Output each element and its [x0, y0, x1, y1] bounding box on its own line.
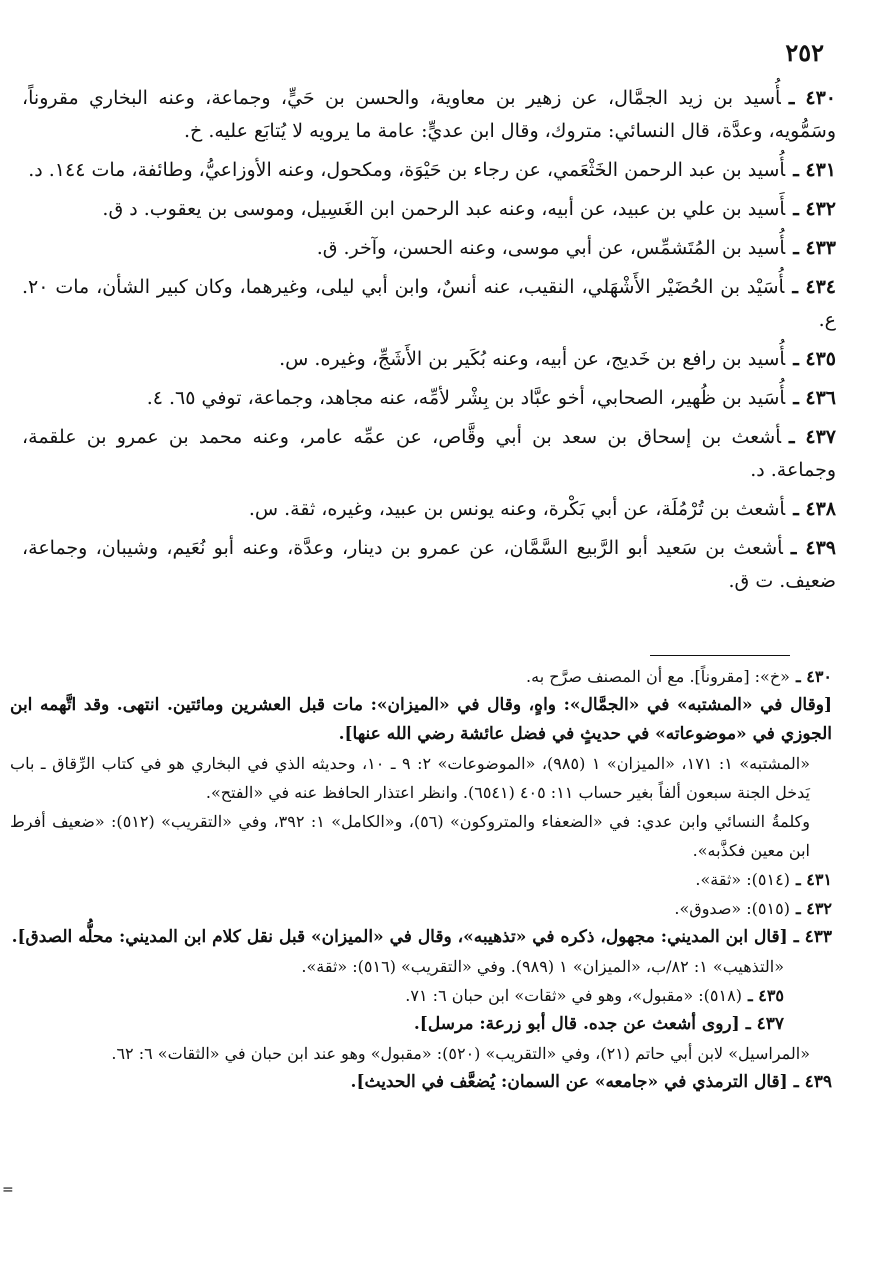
entry	[22, 232, 836, 265]
entry-number: ٤٣٢ ـ	[793, 198, 836, 220]
entry	[22, 154, 836, 187]
entry-text: أشعث بن سَعيد أبو الرَّبيع السَّمَّان، عن عمرو بن دينار، وعدَّة، وعنه أبو نُعَيم، وشيبان، وجماعة، ضعيف. ت ق.	[22, 537, 836, 592]
entry-number: ٤٣٣ ـ	[793, 237, 836, 259]
footnote-text: [روى أشعث عن جده. قال أبو زرعة: مرسل].	[413, 1014, 740, 1034]
footnote-text: «المشتبه» ١: ١٧١، «الميزان» ١ (٩٨٥)، «الموضوعات» ٢: ٩ ـ ١٠، وحديثه الذي في البخاري هو في كتاب الرِّقاق ـ باب يَدخل الجنة سبعون ألفاً بغير حساب ١١: ٤٠٥ (٦٥٤١). وانظر اعتذار الحافظ عنه في «الفتح».	[10, 754, 811, 802]
footnote-separator	[650, 655, 790, 656]
footnote-text: وكلمةُ النسائي وابن عدي: في «الضعفاء والمتروكون» (٥٦)، و«الكامل» ١: ٣٩٢، وفي «التقريب» (٥١٢): «ضعيف أفرط ابن معين فكذَّبه».	[10, 812, 811, 860]
footnote-number: ٤٣٩ ـ	[793, 1072, 832, 1092]
footnote	[10, 749, 832, 807]
footnote-number: ٤٣٠ ـ	[795, 667, 832, 686]
entry-number: ٤٣٨ ـ	[793, 498, 836, 520]
entry-text: أُسَيْد بن الحُضَيْر الأَشْهَلي، النقيب، عنه أنسٌ، وابن أبي ليلى، وغيرهما، وكان كبير الشأن، مات ٢٠. ع.	[22, 276, 836, 331]
entry-text: أُسيد بن رافع بن خَديج، عن أبيه، وعنه بُكَير بن الأَشَجِّ، وغيره. س.	[279, 348, 786, 370]
entry-number: ٤٣٥ ـ	[793, 348, 836, 370]
footnote-number: ٤٣١ ـ	[795, 870, 832, 889]
entry	[22, 532, 836, 598]
footnote-number: ٤٣٧ ـ	[745, 1014, 784, 1034]
entry	[22, 421, 836, 487]
footnote-number: ٤٣٢ ـ	[795, 899, 832, 918]
entry-number: ٤٣٤ ـ	[792, 276, 836, 298]
entry-number: ٤٣٩ ـ	[790, 537, 836, 559]
entry	[22, 82, 836, 148]
entry	[22, 493, 836, 526]
entry-text: أُسيد بن زيد الجمَّال، عن زهير بن معاوية، والحسن بن حَيٍّ، وجماعة، وعنه البخاري مقروناً، وسَمُّويه، وعدَّة، قال النسائي: متروك، وقال ابن عديٍّ: عامة ما يرويه لا يُتابَع عليه. خ.	[22, 87, 836, 142]
footnote	[10, 1039, 832, 1068]
footnote-text: [قال ابن المديني: مجهول، ذكره في «تذهيبه»، وقال في «الميزان» قبل نقل كلام ابن المديني: محلُّه الصدق].	[11, 927, 788, 947]
footnote	[10, 807, 832, 865]
entry	[22, 193, 836, 226]
footnote-text: (٥١٥): «صدوق».	[674, 899, 790, 918]
footnote-text: «التذهيب» ١: ٨٢/ب، «الميزان» ١ (٩٨٩). وفي «التقريب» (٥١٦): «ثقة».	[301, 957, 784, 976]
entry-text: أُسَيد بن ظُهير، الصحابي، أخو عبَّاد بن بِشْر لأمِّه، عنه مجاهد، وجماعة، توفي ٦٥. ٤.	[146, 387, 786, 409]
page-number: ٢٥٢	[785, 38, 824, 67]
footnote	[10, 952, 832, 981]
margin-mark: =	[2, 1182, 14, 1198]
entry-number: ٤٣٠ ـ	[788, 87, 836, 109]
entry-text: أُسيد بن المُتَشمِّس، عن أبي موسى، وعنه الحسن، وآخر. ق.	[316, 237, 786, 259]
footnotes	[10, 662, 832, 1097]
footnote	[10, 662, 832, 691]
biography-entries	[22, 82, 836, 604]
entry-text: أشعث بن تُرْمُلَة، عن أبي بَكْرة، وعنه يونس بن عبيد، وغيره، ثقة. س.	[248, 498, 786, 520]
entry-text: أُسيد بن عبد الرحمن الخَثْعَمي، عن رجاء بن حَيْوَة، ومكحول، وعنه الأوزاعيُّ، وطائفة، مات ١٤٤. د.	[28, 159, 786, 181]
footnote-text: «المراسيل» لابن أبي حاتم (٢١)، وفي «التقريب» (٥٢٠): «مقبول» وهو عند ابن حبان في «الثقات» ٦: ٦٢.	[111, 1044, 810, 1063]
entry-number: ٤٣١ ـ	[793, 159, 836, 181]
footnote	[10, 1068, 832, 1097]
footnote-number: ٤٣٣ ـ	[793, 927, 832, 947]
footnote-number: ٤٣٥ ـ	[747, 986, 784, 1005]
entry-text: أَسيد بن علي بن عبيد، عن أبيه، وعنه عبد الرحمن ابن الغَسِيل، وموسى بن يعقوب. د ق.	[102, 198, 786, 220]
footnote-text: [قال الترمذي في «جامعه» عن السمان: يُضعَّف في الحديث].	[350, 1072, 788, 1092]
footnote-text: «خ»: [مقروناً]. مع أن المصنف صرَّح به.	[526, 667, 790, 686]
entry	[22, 271, 836, 337]
footnote-text: (٥١٨): «مقبول»، وهو في «ثقات» ابن حبان ٦: ٧١.	[405, 986, 742, 1005]
footnote	[10, 865, 832, 894]
entry-text: أشعث بن إسحاق بن سعد بن أبي وقَّاص، عن عمِّه عامر، وعنه محمد بن عمرو بن علقمة، وجماعة. د.	[22, 426, 836, 481]
footnote	[10, 691, 832, 749]
entry	[22, 343, 836, 376]
footnote-text: [وقال في «المشتبه» في «الجمَّال»: واهٍ، وقال في «الميزان»: مات قبل العشرين ومائتين. انتهى. وقد اتَّهمه ابن الجوزي في «موضوعاته» في حديثٍ في فضل عائشة رضي الله عنها].	[10, 695, 832, 744]
footnote	[10, 981, 832, 1010]
footnote	[10, 923, 832, 952]
footnote	[10, 1010, 832, 1039]
entry-number: ٤٣٦ ـ	[793, 387, 836, 409]
footnote-text: (٥١٤): «ثقة».	[695, 870, 790, 889]
entry-number: ٤٣٧ ـ	[789, 426, 837, 448]
footnote	[10, 894, 832, 923]
entry	[22, 382, 836, 415]
